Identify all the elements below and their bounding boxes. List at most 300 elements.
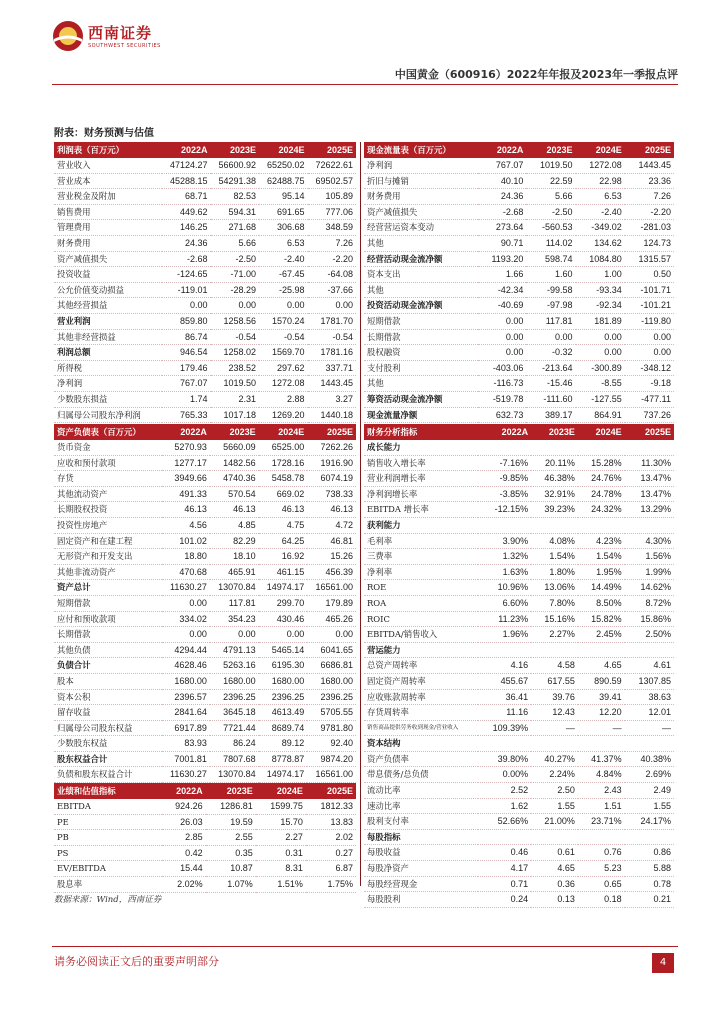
row-label: ROIC bbox=[364, 611, 478, 627]
year-header: 2022A bbox=[162, 783, 206, 799]
row-value: 105.89 bbox=[308, 189, 357, 205]
row-value: 5270.93 bbox=[162, 440, 210, 455]
row-value: 6.53 bbox=[259, 235, 308, 251]
row-value: -281.03 bbox=[625, 220, 674, 236]
row-value: 1.07% bbox=[206, 876, 256, 892]
row-value: 738.33 bbox=[307, 486, 356, 502]
valuation-table bbox=[54, 783, 356, 893]
row-value: 86.74 bbox=[162, 329, 211, 345]
table-row bbox=[364, 204, 674, 220]
row-value: 1.51% bbox=[256, 876, 306, 892]
row-value: 1680.00 bbox=[307, 673, 356, 689]
row-value: 3949.66 bbox=[162, 471, 210, 487]
row-value: 11630.27 bbox=[162, 580, 210, 596]
table-row bbox=[54, 611, 356, 627]
table-row bbox=[54, 502, 356, 518]
table-row bbox=[364, 251, 674, 267]
row-value: 7001.81 bbox=[162, 751, 210, 767]
row-value bbox=[478, 517, 531, 533]
row-value: -12.15% bbox=[478, 502, 531, 518]
row-label: ROA bbox=[364, 595, 478, 611]
row-value: 7262.26 bbox=[307, 440, 356, 455]
row-value bbox=[578, 517, 625, 533]
row-value bbox=[625, 440, 674, 455]
row-value: 299.70 bbox=[259, 595, 308, 611]
row-label: 每股股利 bbox=[364, 892, 478, 908]
row-value: 39.80% bbox=[478, 751, 531, 767]
table-row bbox=[54, 580, 356, 596]
row-value: 52.66% bbox=[478, 814, 531, 830]
row-value: 461.15 bbox=[259, 564, 308, 580]
table-row bbox=[54, 517, 356, 533]
row-value: 1.66 bbox=[478, 267, 526, 283]
row-value: -119.01 bbox=[162, 282, 211, 298]
row-value: 9874.20 bbox=[307, 751, 356, 767]
row-value: 117.81 bbox=[526, 313, 575, 329]
row-value: 1.99% bbox=[625, 564, 674, 580]
income-statement-table bbox=[54, 142, 356, 423]
row-value: 82.29 bbox=[210, 533, 259, 549]
row-value: 6074.19 bbox=[307, 471, 356, 487]
row-value: 5.23 bbox=[578, 861, 625, 877]
row-value bbox=[531, 440, 578, 455]
row-value: 0.86 bbox=[625, 845, 674, 861]
row-value: 1.96% bbox=[478, 627, 531, 643]
row-label: 其他流动资产 bbox=[54, 486, 162, 502]
row-value: -64.08 bbox=[308, 267, 357, 283]
row-value: -2.20 bbox=[625, 204, 674, 220]
row-value bbox=[578, 642, 625, 658]
row-value: 16561.00 bbox=[307, 767, 356, 783]
row-label: 短期借款 bbox=[364, 313, 478, 329]
row-value: 5263.16 bbox=[210, 658, 259, 674]
year-header: 2024E bbox=[259, 142, 308, 158]
row-value: 22.98 bbox=[576, 173, 625, 189]
row-value: -0.54 bbox=[211, 329, 260, 345]
row-value: 15.28% bbox=[578, 455, 625, 471]
row-value: 2.24% bbox=[531, 767, 578, 783]
row-value: 1.63% bbox=[478, 564, 531, 580]
table-row bbox=[54, 282, 356, 298]
row-value: 13.47% bbox=[625, 486, 674, 502]
row-value: 1.80% bbox=[531, 564, 578, 580]
row-value: 456.39 bbox=[307, 564, 356, 580]
row-value: 18.10 bbox=[210, 549, 259, 565]
row-value: 0.65 bbox=[578, 876, 625, 892]
row-value: 2.85 bbox=[162, 830, 206, 846]
row-value: 0.24 bbox=[478, 892, 531, 908]
row-value: 0.71 bbox=[478, 876, 531, 892]
row-label: 净利润 bbox=[364, 158, 478, 173]
row-value: — bbox=[625, 720, 674, 736]
row-value: 0.00 bbox=[259, 627, 308, 643]
row-label: 负债和股东权益合计 bbox=[54, 767, 162, 783]
row-value: 39.41 bbox=[578, 689, 625, 705]
table-row bbox=[54, 235, 356, 251]
table-row bbox=[54, 767, 356, 783]
row-value: 82.53 bbox=[211, 189, 260, 205]
row-value: 4791.13 bbox=[210, 642, 259, 658]
table-row bbox=[364, 267, 674, 283]
row-value: 0.76 bbox=[578, 845, 625, 861]
table-row bbox=[54, 595, 356, 611]
row-value: 4.75 bbox=[259, 517, 308, 533]
row-value: 2396.25 bbox=[259, 689, 308, 705]
row-value: — bbox=[578, 720, 625, 736]
row-value: 95.14 bbox=[259, 189, 308, 205]
row-value: 6525.00 bbox=[259, 440, 308, 455]
row-value: 6195.30 bbox=[259, 658, 308, 674]
row-label: 股息率 bbox=[54, 876, 162, 892]
table-row bbox=[54, 533, 356, 549]
row-value: 2.02 bbox=[306, 830, 356, 846]
row-label: 投资活动现金流净额 bbox=[364, 298, 478, 314]
table-header-row bbox=[364, 424, 674, 440]
row-value: 2.52 bbox=[478, 783, 531, 799]
row-value: 146.25 bbox=[162, 220, 211, 236]
row-value: 11.16 bbox=[478, 705, 531, 721]
row-value: 0.00 bbox=[576, 329, 625, 345]
row-value: 0.00 bbox=[576, 345, 625, 361]
row-value: 124.73 bbox=[625, 235, 674, 251]
table-row bbox=[364, 720, 674, 736]
row-value: 6.53 bbox=[576, 189, 625, 205]
table-row bbox=[364, 329, 674, 345]
row-value: 6.60% bbox=[478, 595, 531, 611]
row-value: 1084.80 bbox=[576, 251, 625, 267]
table-row bbox=[364, 517, 674, 533]
row-value: 15.70 bbox=[256, 814, 306, 830]
row-value: 46.81 bbox=[307, 533, 356, 549]
row-value bbox=[478, 736, 531, 752]
table-row bbox=[364, 595, 674, 611]
row-value: 6917.89 bbox=[162, 720, 210, 736]
row-value: 430.46 bbox=[259, 611, 308, 627]
row-value: 5458.78 bbox=[259, 471, 308, 487]
row-value: -116.73 bbox=[478, 376, 526, 392]
row-value: 179.89 bbox=[307, 595, 356, 611]
row-value: -519.78 bbox=[478, 391, 526, 407]
footer-divider bbox=[52, 946, 678, 947]
header-divider bbox=[52, 84, 678, 85]
row-value: 9781.80 bbox=[307, 720, 356, 736]
row-value: 0.18 bbox=[578, 892, 625, 908]
table-row bbox=[364, 407, 674, 423]
row-value bbox=[478, 642, 531, 658]
row-value: 39.76 bbox=[531, 689, 578, 705]
row-label: EBITDA bbox=[54, 799, 162, 814]
row-value: 0.78 bbox=[625, 876, 674, 892]
report-title: 中国黄金（600916）2022年年报及2023年一季报点评 bbox=[394, 68, 678, 81]
row-label: 存货周转率 bbox=[364, 705, 478, 721]
row-value: 0.46 bbox=[478, 845, 531, 861]
row-value: 491.33 bbox=[162, 486, 210, 502]
row-label: 所得税 bbox=[54, 360, 162, 376]
row-value: 767.07 bbox=[162, 376, 211, 392]
row-value: 15.82% bbox=[578, 611, 625, 627]
row-value: 7.26 bbox=[625, 189, 674, 205]
row-value: 3645.18 bbox=[210, 705, 259, 721]
year-header: 2025E bbox=[307, 424, 356, 440]
row-value: -0.54 bbox=[259, 329, 308, 345]
table-row bbox=[364, 814, 674, 830]
row-value: 24.32% bbox=[578, 502, 625, 518]
table-row bbox=[54, 673, 356, 689]
row-value bbox=[531, 829, 578, 845]
row-value: 306.68 bbox=[259, 220, 308, 236]
row-value bbox=[531, 642, 578, 658]
row-value: 101.02 bbox=[162, 533, 210, 549]
table-row bbox=[54, 689, 356, 705]
table-row bbox=[364, 689, 674, 705]
row-label: 长期股权投资 bbox=[54, 502, 162, 518]
year-header: 2024E bbox=[259, 424, 308, 440]
year-header: 2023E bbox=[526, 142, 575, 158]
row-value: 2396.25 bbox=[307, 689, 356, 705]
data-source: 数据来源：Wind，西南证券 bbox=[54, 895, 162, 905]
row-value: 455.67 bbox=[478, 673, 531, 689]
table-row bbox=[364, 440, 674, 455]
table-row bbox=[54, 830, 356, 846]
row-value: 946.54 bbox=[162, 345, 211, 361]
row-value: 0.21 bbox=[625, 892, 674, 908]
table-row bbox=[364, 673, 674, 689]
row-value: -42.34 bbox=[478, 282, 526, 298]
row-label: 资本结构 bbox=[364, 736, 478, 752]
row-value: 2.55 bbox=[206, 830, 256, 846]
row-value: 46.13 bbox=[259, 502, 308, 518]
row-value: 10.96% bbox=[478, 580, 531, 596]
column-separator bbox=[360, 142, 361, 886]
row-label: 负债合计 bbox=[54, 658, 162, 674]
table-row bbox=[364, 767, 674, 783]
row-label: 投资收益 bbox=[54, 267, 162, 283]
row-value: 1482.56 bbox=[210, 455, 259, 471]
row-value: -71.00 bbox=[211, 267, 260, 283]
row-value: 36.41 bbox=[478, 689, 531, 705]
row-label: 其他非经营损益 bbox=[54, 329, 162, 345]
row-label: 投资性房地产 bbox=[54, 517, 162, 533]
row-value: -0.54 bbox=[308, 329, 357, 345]
table-row bbox=[54, 173, 356, 189]
row-value: 13.29% bbox=[625, 502, 674, 518]
table-row bbox=[364, 783, 674, 799]
row-label: 应付和预收款项 bbox=[54, 611, 162, 627]
year-header: 2025E bbox=[308, 142, 357, 158]
row-value: 40.38% bbox=[625, 751, 674, 767]
row-value: 238.52 bbox=[211, 360, 260, 376]
table-title: 现金流量表（百万元） bbox=[364, 142, 478, 158]
row-value: 8.50% bbox=[578, 595, 625, 611]
table-row bbox=[364, 235, 674, 251]
table-row bbox=[54, 298, 356, 314]
table-row bbox=[364, 798, 674, 814]
row-value: 117.81 bbox=[210, 595, 259, 611]
row-value: 7.26 bbox=[308, 235, 357, 251]
row-label: 总资产周转率 bbox=[364, 658, 478, 674]
row-value: 0.00 bbox=[308, 298, 357, 314]
row-value: -300.89 bbox=[576, 360, 625, 376]
row-label: 营业税金及附加 bbox=[54, 189, 162, 205]
row-value bbox=[478, 440, 531, 455]
row-value: 1272.08 bbox=[576, 158, 625, 173]
row-label: 归属母公司股东权益 bbox=[54, 720, 162, 736]
table-title: 利润表（百万元） bbox=[54, 142, 162, 158]
table-row bbox=[54, 814, 356, 830]
cash-flow-table bbox=[364, 142, 674, 423]
row-value: 1440.18 bbox=[308, 407, 357, 423]
row-value: -28.29 bbox=[211, 282, 260, 298]
row-value: 14974.17 bbox=[259, 580, 308, 596]
row-value: 0.27 bbox=[306, 845, 356, 861]
row-label: 营业利润 bbox=[54, 313, 162, 329]
row-value: 777.06 bbox=[308, 204, 357, 220]
row-value: 0.42 bbox=[162, 845, 206, 861]
row-label: PE bbox=[54, 814, 162, 830]
row-value: -127.55 bbox=[576, 391, 625, 407]
row-value: 181.89 bbox=[576, 313, 625, 329]
year-header: 2022A bbox=[478, 142, 526, 158]
table-row bbox=[54, 658, 356, 674]
table-row bbox=[54, 861, 356, 877]
row-value: -93.34 bbox=[576, 282, 625, 298]
row-label: PS bbox=[54, 845, 162, 861]
row-value: 0.13 bbox=[531, 892, 578, 908]
row-label: 净利润 bbox=[54, 376, 162, 392]
table-row bbox=[54, 313, 356, 329]
row-value: 92.40 bbox=[307, 736, 356, 752]
row-value: 11.30% bbox=[625, 455, 674, 471]
row-value: 1728.16 bbox=[259, 455, 308, 471]
year-header: 2022A bbox=[162, 424, 210, 440]
row-label: 资本支出 bbox=[364, 267, 478, 283]
row-label: 速动比率 bbox=[364, 798, 478, 814]
row-value: 617.55 bbox=[531, 673, 578, 689]
row-value: 2.27 bbox=[256, 830, 306, 846]
table-row bbox=[364, 486, 674, 502]
row-value: 4628.46 bbox=[162, 658, 210, 674]
row-value: 1569.70 bbox=[259, 345, 308, 361]
row-value: -348.12 bbox=[625, 360, 674, 376]
row-value: 0.00 bbox=[162, 595, 210, 611]
row-value: 1.56% bbox=[625, 549, 674, 565]
table-row bbox=[364, 360, 674, 376]
row-value: 0.00 bbox=[478, 329, 526, 345]
row-label: 固定资产和在建工程 bbox=[54, 533, 162, 549]
row-value: 4.08% bbox=[531, 533, 578, 549]
row-value: 4294.44 bbox=[162, 642, 210, 658]
row-value: 0.00 bbox=[526, 329, 575, 345]
row-value: 4.85 bbox=[210, 517, 259, 533]
row-value: 0.00 bbox=[478, 313, 526, 329]
row-value: 6.87 bbox=[306, 861, 356, 877]
table-row bbox=[364, 391, 674, 407]
row-label: 销售收入增长率 bbox=[364, 455, 478, 471]
row-value: -40.69 bbox=[478, 298, 526, 314]
row-label: 资产减值损失 bbox=[364, 204, 478, 220]
row-value: -67.45 bbox=[259, 267, 308, 283]
row-value: 1258.02 bbox=[211, 345, 260, 361]
row-label: 长期借款 bbox=[54, 627, 162, 643]
row-value: -8.55 bbox=[576, 376, 625, 392]
row-value: -2.20 bbox=[308, 251, 357, 267]
table-row bbox=[54, 251, 356, 267]
row-value: 41.37% bbox=[578, 751, 625, 767]
row-value bbox=[625, 517, 674, 533]
table-row bbox=[54, 751, 356, 767]
row-value bbox=[578, 829, 625, 845]
row-value: -15.46 bbox=[526, 376, 575, 392]
row-value: -124.65 bbox=[162, 267, 211, 283]
table-row bbox=[54, 720, 356, 736]
balance-sheet-table bbox=[54, 424, 356, 783]
row-value: 1781.16 bbox=[308, 345, 357, 361]
row-value: 7807.68 bbox=[210, 751, 259, 767]
row-value: 1.54% bbox=[531, 549, 578, 565]
row-label: 应收账款周转率 bbox=[364, 689, 478, 705]
row-value: 3.90% bbox=[478, 533, 531, 549]
row-value: -2.68 bbox=[162, 251, 211, 267]
row-value: 1193.20 bbox=[478, 251, 526, 267]
row-value: -2.50 bbox=[211, 251, 260, 267]
row-value: 46.13 bbox=[210, 502, 259, 518]
row-value: 13.47% bbox=[625, 471, 674, 487]
row-value: 38.63 bbox=[625, 689, 674, 705]
row-value: 570.54 bbox=[210, 486, 259, 502]
row-value: 39.23% bbox=[531, 502, 578, 518]
row-label: 资产减值损失 bbox=[54, 251, 162, 267]
year-header: 2025E bbox=[625, 424, 674, 440]
row-value: 465.91 bbox=[210, 564, 259, 580]
table-row bbox=[364, 189, 674, 205]
row-value: 54291.38 bbox=[211, 173, 260, 189]
row-label: 成长能力 bbox=[364, 440, 478, 455]
financial-analysis-table bbox=[364, 424, 674, 908]
row-value: 1.75% bbox=[306, 876, 356, 892]
table-row bbox=[54, 876, 356, 892]
table-row bbox=[54, 407, 356, 423]
row-value: 1.62 bbox=[478, 798, 531, 814]
year-header: 2024E bbox=[576, 142, 625, 158]
row-value: 0.00 bbox=[162, 627, 210, 643]
row-value: 2396.57 bbox=[162, 689, 210, 705]
row-value bbox=[578, 440, 625, 455]
row-value: 134.62 bbox=[576, 235, 625, 251]
row-value: 65250.02 bbox=[259, 158, 308, 173]
row-label: 经营活动现金流净额 bbox=[364, 251, 478, 267]
row-value: 46.13 bbox=[162, 502, 210, 518]
row-value: 46.13 bbox=[307, 502, 356, 518]
table-row bbox=[364, 471, 674, 487]
table-header-row bbox=[54, 783, 356, 799]
year-header: 2022A bbox=[162, 142, 211, 158]
row-value: 0.00 bbox=[162, 298, 211, 314]
row-value: 5660.09 bbox=[210, 440, 259, 455]
page-header bbox=[52, 18, 678, 88]
table-row bbox=[54, 189, 356, 205]
row-value: -2.50 bbox=[526, 204, 575, 220]
row-value: -403.06 bbox=[478, 360, 526, 376]
table-row bbox=[364, 455, 674, 471]
row-value: 5.88 bbox=[625, 861, 674, 877]
row-label: 固定资产周转率 bbox=[364, 673, 478, 689]
row-value: 26.03 bbox=[162, 814, 206, 830]
row-label: 每股收益 bbox=[364, 845, 478, 861]
table-row bbox=[364, 658, 674, 674]
row-label: 每股指标 bbox=[364, 829, 478, 845]
row-value: 15.44 bbox=[162, 861, 206, 877]
row-value: 4.65 bbox=[531, 861, 578, 877]
